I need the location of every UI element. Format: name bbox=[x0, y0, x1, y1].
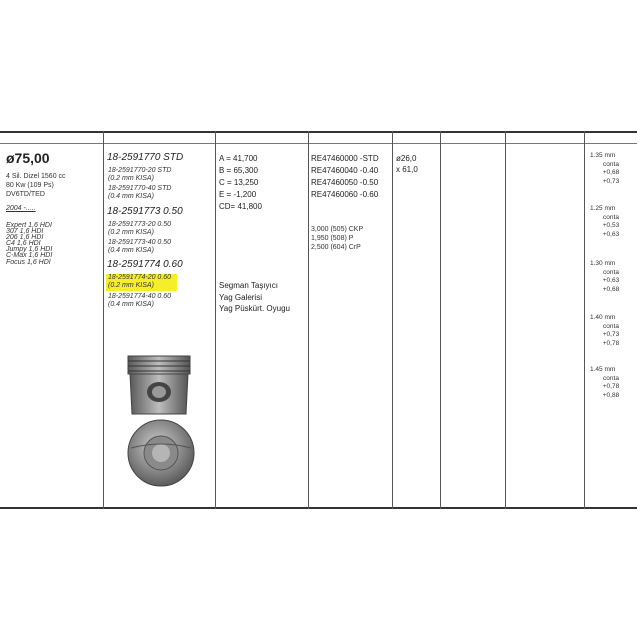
engine-line: 80 Kw (109 Ps) bbox=[6, 182, 54, 189]
sub-part-code: 18-2591773-20 0.50 bbox=[108, 221, 172, 228]
header-rule bbox=[0, 143, 637, 144]
gasket-label: conta bbox=[603, 213, 619, 221]
sub-part-note: (0.4 mm KISA) bbox=[108, 193, 154, 200]
sub-part-note: (0.2 mm KISA) bbox=[108, 229, 154, 236]
column-divider bbox=[392, 131, 393, 509]
piston-protrusion: +0,88 bbox=[602, 391, 620, 399]
part-number: 18-2591774 0.60 bbox=[107, 259, 183, 270]
piston-protrusion: +0,63 bbox=[602, 230, 620, 238]
sub-part-code: 18-2591773-40 0.50 bbox=[108, 239, 172, 246]
feature-label: Yag Püskürt. Oyugu bbox=[219, 304, 290, 313]
gasket-thickness: 1.25 mm bbox=[590, 205, 616, 212]
ring-spec: 1,950 (508) P bbox=[311, 235, 354, 242]
column-divider bbox=[308, 131, 309, 509]
gasket-label: conta bbox=[603, 374, 619, 382]
column-divider bbox=[440, 131, 441, 509]
vehicle-model: C4 1,6 HDI bbox=[6, 240, 41, 247]
piston-protrusion: +0,73 bbox=[602, 177, 620, 185]
gasket-thickness: 1.35 mm bbox=[590, 152, 616, 159]
ring-set-reference: RE47460000 -STD bbox=[311, 154, 379, 163]
piston-protrusion: +0,78 bbox=[602, 339, 620, 347]
sub-part-code-highlighted: 18-2591774-20 0.60 bbox=[108, 274, 172, 281]
sub-part-code: 18-2591774-40 0.60 bbox=[108, 293, 172, 300]
engine-line: DV6TD/TED bbox=[6, 191, 45, 198]
dimension-cd: CD= 41,800 bbox=[219, 202, 262, 211]
piston-top-view-image bbox=[126, 418, 196, 488]
dimension-a: A = 41,700 bbox=[219, 154, 258, 163]
gasket-label: conta bbox=[603, 322, 619, 330]
vehicle-model: Jumpy 1,6 HDI bbox=[6, 246, 53, 253]
piston-protrusion: +0,68 bbox=[602, 169, 620, 176]
ring-spec: 2,500 (604) CrP bbox=[311, 244, 361, 251]
vehicle-model: C-Max 1,6 HDI bbox=[6, 252, 53, 259]
dimension-b: B = 65,300 bbox=[219, 166, 258, 175]
feature-label: Yag Galerisi bbox=[219, 293, 262, 302]
piston-protrusion: +0,68 bbox=[602, 285, 620, 293]
piston-protrusion: +0,78 bbox=[602, 383, 620, 390]
gasket-block bbox=[585, 260, 637, 294]
dimension-c: C = 13,250 bbox=[219, 178, 259, 187]
vehicle-model: 206 1,6 HDI bbox=[6, 234, 44, 241]
feature-label: Segman Taşıyıcı bbox=[219, 281, 278, 290]
gasket-label: conta bbox=[603, 160, 619, 168]
sub-part-code: 18-2591770-20 STD bbox=[108, 167, 172, 174]
gasket-thickness: 1.30 mm bbox=[590, 260, 616, 267]
sub-part-note: (0.4 mm KISA) bbox=[108, 247, 154, 254]
gasket-block bbox=[585, 366, 637, 400]
spec-table bbox=[0, 131, 637, 509]
gasket-label: conta bbox=[603, 268, 619, 276]
sub-part-note: (0.4 mm KISA) bbox=[108, 301, 154, 308]
gasket-block bbox=[585, 152, 637, 186]
ring-spec: 3,000 (505) CKP bbox=[311, 226, 364, 233]
column-divider bbox=[505, 131, 506, 509]
vehicle-model: 307 1,6 HDI bbox=[6, 228, 44, 235]
ring-set-reference: RE47460060 -0.60 bbox=[311, 190, 379, 199]
piston-protrusion: +0,53 bbox=[602, 222, 620, 229]
sub-part-code: 18-2591770-40 STD bbox=[108, 185, 172, 192]
part-number: 18-2591770 STD bbox=[107, 152, 184, 163]
piston-side-view-image bbox=[122, 354, 198, 426]
dimension-e: E = -1,200 bbox=[219, 190, 257, 199]
model-year: 2004 -..... bbox=[6, 205, 36, 212]
sub-part-note-highlighted: (0.2 mm KISA) bbox=[108, 282, 154, 289]
column-divider bbox=[215, 131, 216, 509]
gasket-block bbox=[585, 205, 637, 239]
gasket-block bbox=[585, 314, 637, 348]
ring-set-reference: RE47460050 -0.50 bbox=[311, 178, 379, 187]
part-number: 18-2591773 0.50 bbox=[107, 206, 183, 217]
piston-protrusion: +0,73 bbox=[602, 331, 620, 338]
bore-diameter: ø75,00 bbox=[6, 150, 50, 166]
sub-part-note: (0.2 mm KISA) bbox=[108, 175, 154, 182]
ring-set-reference: RE47460040 -0.40 bbox=[311, 166, 379, 175]
pin-length: x 61,0 bbox=[396, 165, 418, 174]
vehicle-model: Expert 1,6 HDI bbox=[6, 222, 52, 229]
gasket-thickness: 1.40 mm bbox=[590, 314, 616, 321]
pin-diameter: ø26,0 bbox=[396, 154, 417, 163]
gasket-thickness: 1.45 mm bbox=[590, 366, 616, 373]
column-divider bbox=[103, 131, 104, 509]
engine-line: 4 Sil. Dizel 1560 cc bbox=[6, 173, 66, 180]
vehicle-model: Focus 1,6 HDI bbox=[6, 259, 51, 266]
piston-protrusion: +0,63 bbox=[602, 277, 620, 284]
